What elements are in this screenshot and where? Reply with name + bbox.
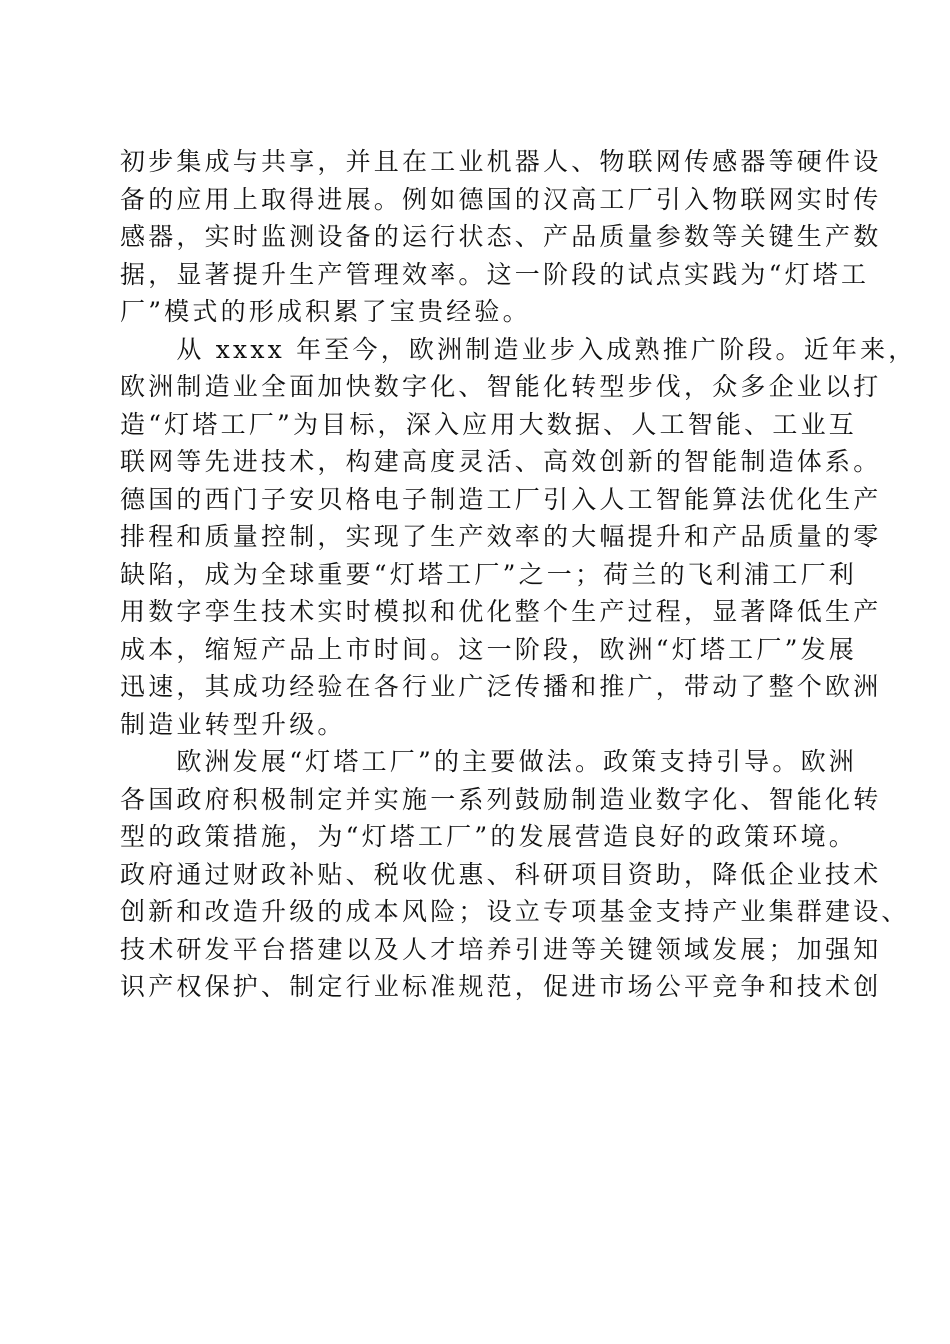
text-line: 排程和质量控制，实现了生产效率的大幅提升和产品质量的零 [120,522,882,551]
document-body [120,143,917,1006]
paragraph [120,743,910,1006]
text-line: 据，显著提升生产管理效率。这一阶段的试点实践为“灯塔工 [120,259,870,289]
text-line: 初步集成与共享，并且在工业机器人、物联网传感器等硬件设 [120,147,882,176]
text-line: 缺陷，成为全球重要“灯塔工厂”之一；荷兰的飞利浦工厂利 [120,559,857,589]
text-line: 技术研发平台搭建以及人才培养引进等关键领域发展；加强知 [120,934,882,964]
text-line: 型的政策措施，为“灯塔工厂”的发展营造良好的政策环境。 [120,822,857,851]
text-line: 从 xxxx 年至今，欧洲制造业步入成熟推广阶段。近年来， [120,334,917,364]
text-line: 感器，实时监测设备的运行状态、产品质量参数等关键生产数 [120,222,882,251]
text-line: 欧洲制造业全面加快数字化、智能化转型步伐，众多企业以打 [120,372,882,401]
text-line: 制造业转型升级。 [120,709,346,739]
text-line: 用数字孪生技术实时模拟和优化整个生产过程，显著降低生产 [120,597,882,626]
text-line: 造“灯塔工厂”为目标，深入应用大数据、人工智能、工业互 [120,409,857,439]
paragraph [120,143,882,331]
text-line: 德国的西门子安贝格电子制造工厂引入人工智能算法优化生产 [120,484,882,514]
text-line: 备的应用上取得进展。例如德国的汉高工厂引入物联网实时传 [120,184,882,214]
text-line: 联网等先进技术，构建高度灵活、高效创新的智能制造体系。 [120,447,882,476]
text-line: 厂”模式的形成积累了宝贵经验。 [120,297,531,326]
text-line: 政府通过财政补贴、税收优惠、科研项目资助，降低企业技术 [120,859,882,889]
text-line: 欧洲发展“灯塔工厂”的主要做法。政策支持引导。欧洲 [120,747,857,776]
text-line: 成本，缩短产品上市时间。这一阶段，欧洲“灯塔工厂”发展 [120,634,857,664]
paragraph [120,331,917,744]
text-line: 各国政府积极制定并实施一系列鼓励制造业数字化、智能化转 [120,784,882,814]
text-line: 识产权保护、制定行业标准规范，促进市场公平竞争和技术创 [120,972,882,1001]
text-line: 迅速，其成功经验在各行业广泛传播和推广，带动了整个欧洲 [120,672,882,701]
text-line: 创新和改造升级的成本风险；设立专项基金支持产业集群建设、 [120,897,910,926]
